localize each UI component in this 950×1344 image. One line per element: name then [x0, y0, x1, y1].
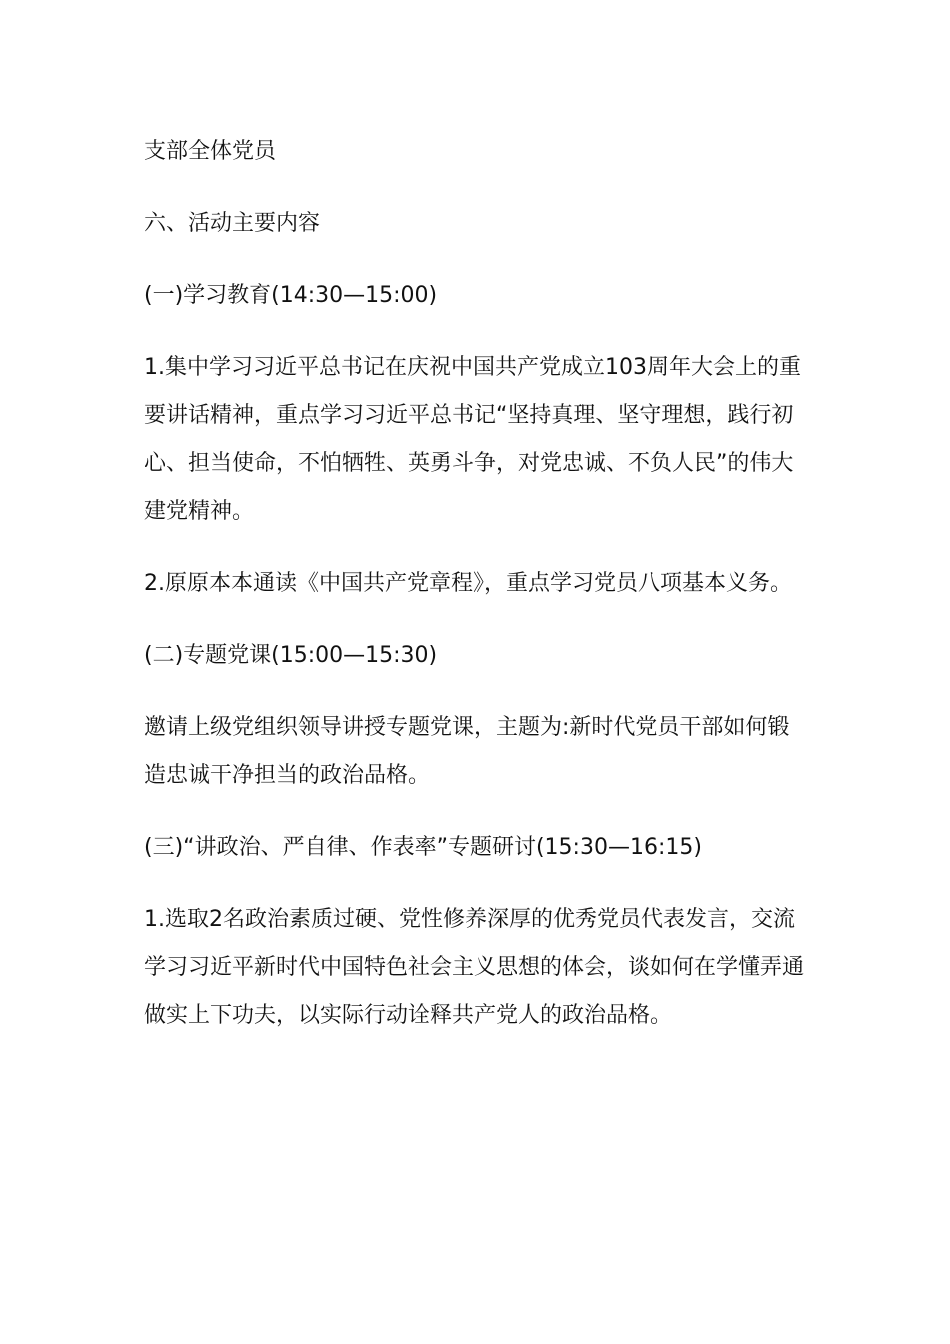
- attendees-line: 支部全体党员: [144, 139, 277, 164]
- party-lecture-text: 邀请上级党组织领导讲授专题党课，主题为:新时代党员干部如何锻造忠诚干净担当的政治品格。: [144, 715, 790, 788]
- subsection-heading-study: (一)学习教育(14:30—15:00): [144, 283, 438, 308]
- study-item-2: 2.原原本本通读《中国共产党章程》，重点学习党员八项基本义务。: [144, 571, 792, 596]
- study-item-1: 1.集中学习习近平总书记在庆祝中国共产党成立103周年大会上的重要讲话精神，重点学习习近平总书记“坚持真理、坚守理想，践行初心、担当使命，不怕牺牲、英勇斗争，对党忠诚、不负人民”的伟大建党精神。: [144, 355, 801, 524]
- section-heading-main-content: 六、活动主要内容: [144, 211, 321, 236]
- subsection-heading-seminar: (三)“讲政治、严自律、作表率”专题研讨(15:30—16:15): [144, 835, 702, 860]
- subsection-heading-party-lecture: (二)专题党课(15:00—15:30): [144, 643, 438, 668]
- document-body: [144, 128, 804, 1064]
- seminar-item-1: 1.选取2名政治素质过硬、党性修养深厚的优秀党员代表发言，交流学习习近平新时代中国特色社会主义思想的体会，谈如何在学懂弄通做实上下功夫，以实际行动诠释共产党人的政治品格。: [144, 907, 805, 1028]
